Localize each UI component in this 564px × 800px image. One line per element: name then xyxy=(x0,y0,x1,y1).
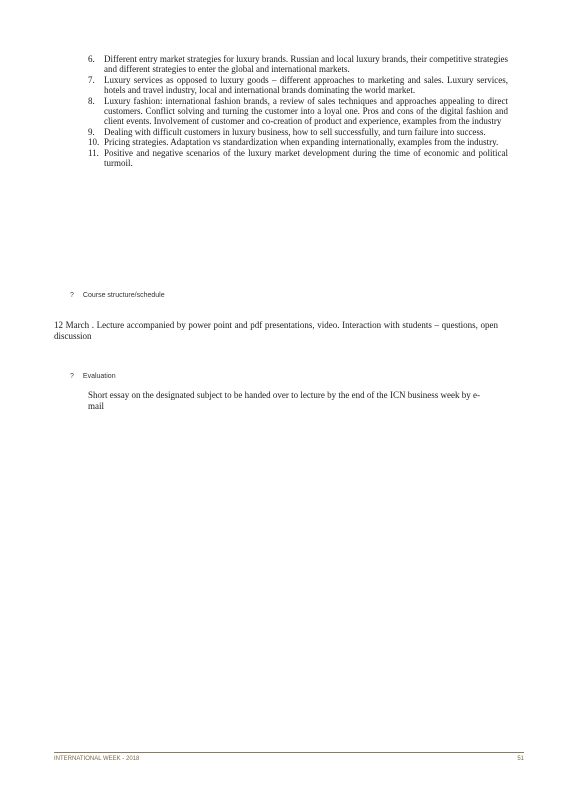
section-title: Evaluation xyxy=(82,373,116,380)
footer-divider xyxy=(54,752,524,753)
evaluation-paragraph: Short essay on the designated subject to be handed over to lecture by the end of the ICN business week by e-mail xyxy=(88,390,480,411)
list-item-text: Luxury services as opposed to luxury goods – different approaches to marketing and sales. Luxury services, hotels and travel industry, local and international brands dominating the world market. xyxy=(104,74,508,95)
list-item-number: 6. xyxy=(88,54,95,64)
list-item-text: Pricing strategies. Adaptation vs standardization when expanding internationally, examples from the industry. xyxy=(104,137,499,148)
topics-list xyxy=(88,54,508,169)
bullet-icon: ? xyxy=(70,373,74,380)
list-item-text: Positive and negative scenarios of the luxury market development during the time of economic and political turmoil. xyxy=(104,147,508,168)
list-item xyxy=(88,54,508,74)
list-item-text: Different entry market strategies for luxury brands. Russian and local luxury brands, their competitive strategies and different strategies to enter the global and international markets. xyxy=(104,54,508,75)
list-item xyxy=(88,137,508,147)
list-item-number: 7. xyxy=(88,74,95,85)
course-structure-heading xyxy=(70,292,165,299)
page-number: 51 xyxy=(517,756,524,762)
section-title: Course structure/schedule xyxy=(82,292,165,299)
page-footer xyxy=(54,756,524,762)
list-item xyxy=(88,148,508,168)
list-item-text: Luxury fashion: international fashion brands, a review of sales techniques and approaches appealing to direct customers. Conflict solving and turning the customer into a loyal one. Pros and cons of the digital fashion and client events. Involvement of customer and co-creation of product and experience, examples from the industry xyxy=(104,95,508,126)
list-item-text: Dealing with difficult customers in luxury business, how to sell successfully, and turn failure into success. xyxy=(104,126,486,137)
list-item-number: 8. xyxy=(88,95,95,106)
list-item xyxy=(88,96,508,127)
bullet-icon: ? xyxy=(70,292,74,299)
evaluation-heading xyxy=(70,373,116,380)
list-item-number: 10. xyxy=(88,137,100,148)
footer-label: INTERNATIONAL WEEK - 2018 xyxy=(54,756,140,762)
list-item-number: 11. xyxy=(88,147,99,158)
list-item-number: 9. xyxy=(88,126,95,137)
schedule-paragraph: 12 March . Lecture accompanied by power point and pdf presentations, video. Interaction with students – questions, open discussion xyxy=(54,320,498,341)
list-item xyxy=(88,127,508,137)
list-item xyxy=(88,75,508,95)
